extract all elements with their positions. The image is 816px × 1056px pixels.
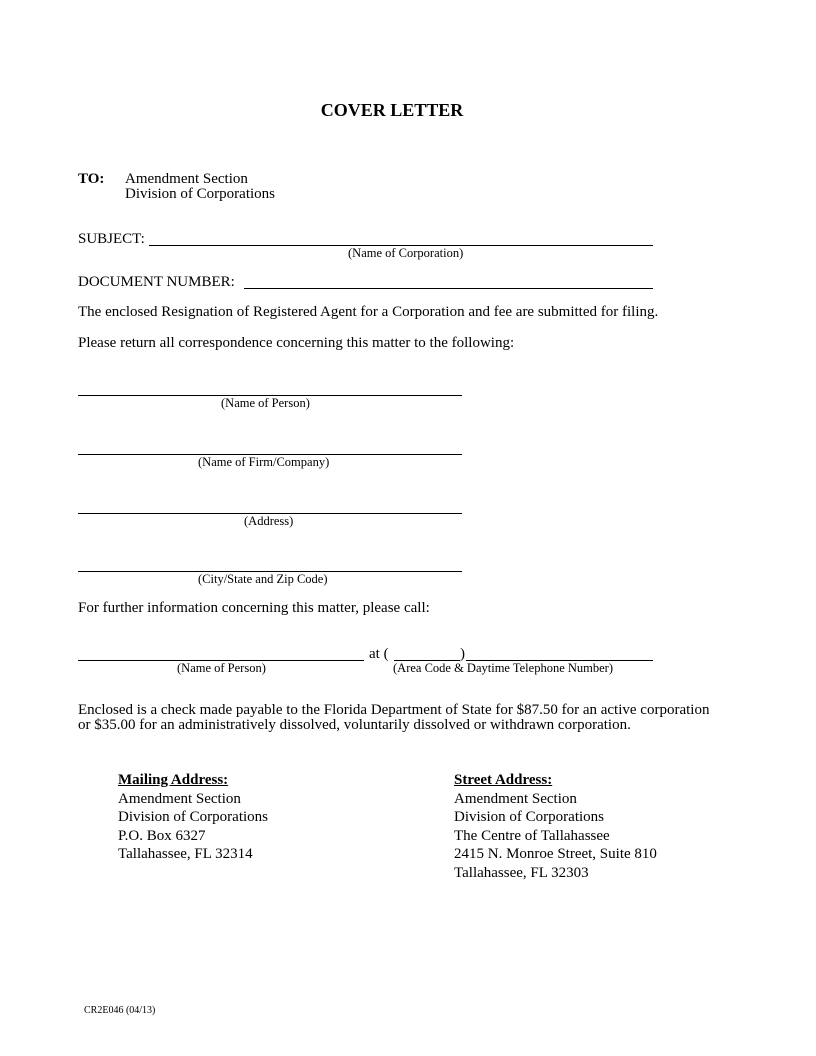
street-address-line: The Centre of Tallahassee	[454, 827, 610, 844]
mailing-address-block	[118, 771, 268, 864]
further-info-text: For further information concerning this matter, please call:	[78, 600, 430, 616]
city-state-zip-caption: (City/State and Zip Code)	[198, 572, 328, 586]
firm-caption: (Name of Firm/Company)	[198, 455, 330, 469]
to-line-1: Amendment Section	[125, 171, 248, 187]
enclosed-paragraph: The enclosed Resignation of Registered Agent for a Corporation and fee are submitted for filing.	[78, 304, 659, 320]
subject-caption: (Name of Corporation)	[348, 246, 464, 260]
name-of-person-caption: (Name of Person)	[221, 396, 310, 410]
address-caption: (Address)	[244, 514, 294, 528]
form-code: CR2E046 (04/13)	[84, 1005, 156, 1016]
at-text: at (	[369, 646, 389, 662]
document-number-label: DOCUMENT NUMBER:	[78, 274, 235, 290]
page-title: COVER LETTER	[320, 100, 464, 120]
phone-caption: (Area Code & Daytime Telephone Number)	[393, 661, 614, 675]
to-label: TO:	[78, 171, 105, 187]
contact-person-caption: (Name of Person)	[177, 661, 266, 675]
street-address-heading: Street Address:	[454, 772, 553, 788]
subject-label: SUBJECT:	[78, 231, 145, 247]
return-paragraph: Please return all correspondence concerning this matter to the following:	[78, 335, 515, 351]
to-line-2: Division of Corporations	[125, 186, 275, 202]
payment-line-2: or $35.00 for an administratively dissolved, voluntarily dissolved or withdrawn corporation.	[78, 717, 631, 733]
street-address-line: Division of Corporations	[454, 809, 604, 825]
paren-close: )	[460, 646, 465, 662]
mailing-address-line: Amendment Section	[118, 790, 241, 807]
mailing-address-line: Tallahassee, FL 32314	[118, 846, 253, 862]
mailing-address-line: Division of Corporations	[118, 809, 268, 825]
mailing-address-line: P.O. Box 6327	[118, 827, 206, 844]
payment-line-1: Enclosed is a check made payable to the Florida Department of State for $87.50 for an active corporation	[78, 702, 710, 718]
street-address-line: Tallahassee, FL 32303	[454, 864, 589, 881]
street-address-line: 2415 N. Monroe Street, Suite 810	[454, 846, 657, 862]
document-number-field[interactable]	[244, 288, 653, 289]
mailing-address-heading: Mailing Address:	[118, 772, 229, 788]
street-address-line: Amendment Section	[454, 790, 577, 807]
street-address-block	[454, 771, 657, 882]
